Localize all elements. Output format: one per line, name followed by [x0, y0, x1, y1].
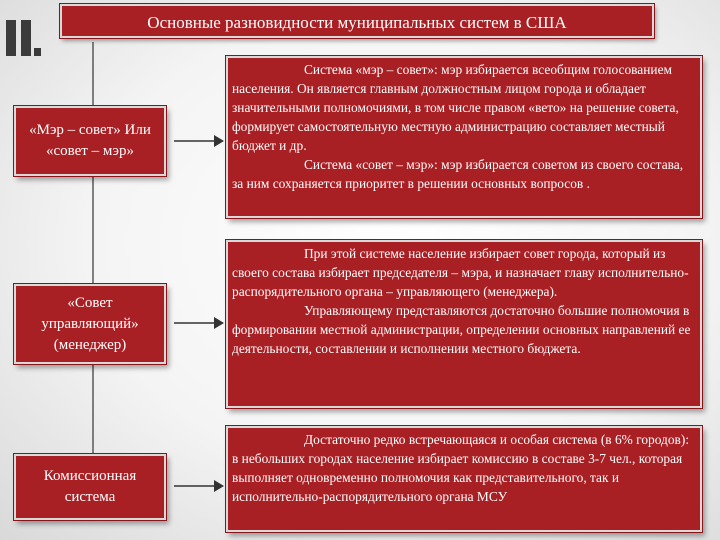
arrow-row-3	[174, 480, 224, 492]
page-title: Основные разновидности муниципальных систем в США	[60, 4, 654, 38]
arrow-row-1	[174, 135, 224, 147]
description-paragraph: Достаточно редко встречающаяся и особая система (в 6% городов): в небольших городах население избирает комиссию в составе 3-7 чел., которая выполняет одновременно полномочия как представительного, так и исполнительно-распорядительного органа МСУ	[232, 432, 690, 504]
system-label-text: Комиссионная система	[43, 468, 137, 505]
system-label-mayor-council	[14, 106, 166, 176]
system-label-council-manager	[14, 284, 166, 364]
description-paragraph: При этой системе население избирает совет города, который из своего состава избирает председателя – мэра, и назначает главу исполнительно-распорядительного органа – управляющего (менеджера).	[232, 246, 689, 299]
system-description-mayor-council	[226, 56, 702, 218]
system-description-council-manager	[226, 240, 702, 408]
system-label-text: «Совет управляющий» (менеджер)	[41, 294, 139, 353]
description-paragraph: Управляющему представляются достаточно большие полномочия в формировании местной администрации, определении основных направлений ее деятельности, составлении и исполнении местного бюджета.	[232, 303, 691, 356]
description-paragraph: Система «совет – мэр»: мэр избирается советом из своего состава, за ним сохраняется приоритет в решении основных вопросов .	[232, 157, 684, 191]
arrow-row-2	[174, 317, 224, 329]
system-description-commission	[226, 426, 702, 532]
system-label-text: «Мэр – совет» Или «совет – мэр»	[29, 122, 151, 159]
system-label-commission	[14, 454, 166, 520]
description-paragraph: Система «мэр – совет»: мэр избирается всеобщим голосованием населения. Он является главным должностным лицом города и обладает значительными полномочиями, в том числе правом «вето» на решение совета, формирует самостоятельную местную администрацию составляет местный бюджет и др.	[232, 62, 679, 153]
